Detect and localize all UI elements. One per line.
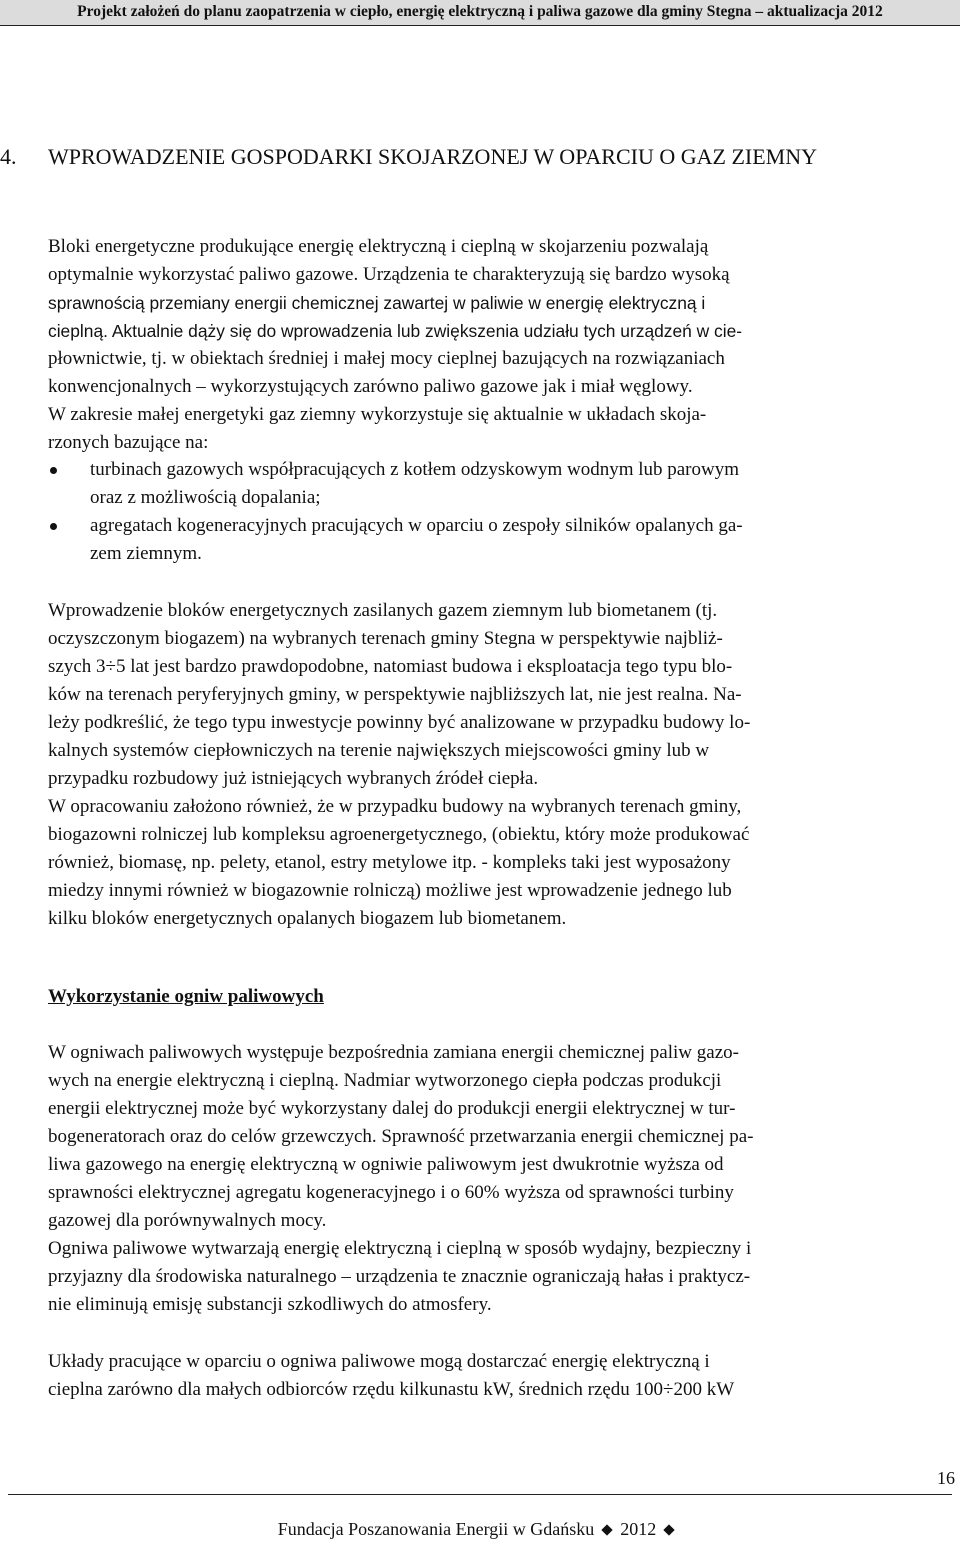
bullet-icon <box>50 467 57 474</box>
section-number: 4. <box>0 144 17 169</box>
text-line: leży podkreślić, że tego typu inwestycje powinny być analizowane w przypadku budowy lo- <box>48 712 751 733</box>
text-line: przyjazny dla środowiska naturalnego – urządzenia te znacznie ograniczają hałas i praktycz- <box>48 1266 751 1287</box>
text-line: kalnych systemów ciepłowniczych na terenie największych miejscowości gminy lub w <box>48 740 710 761</box>
text-line: rzonych bazujące na: <box>48 432 209 453</box>
text-line: konwencjonalnych – wykorzystujących zarówno paliwo gazowe jak i miał węglowy. <box>48 376 693 397</box>
page-number: 16 <box>937 1468 955 1488</box>
text-line: miedzy innymi również w biogazownie rolniczą) możliwe jest wprowadzenie jednego lub <box>48 880 732 901</box>
text-line: gazowej dla porównywalnych mocy. <box>48 1210 327 1231</box>
text-line: bogeneratorach oraz do celów grzewczych. Sprawność przetwarzania energii chemicznej pa- <box>48 1126 754 1147</box>
text-line: szych 3÷5 lat jest bardzo prawdopodobne, natomiast budowa i eksploatacja tego typu blo- <box>48 656 733 677</box>
intro-paragraph <box>48 233 948 457</box>
text-line: przypadku rozbudowy już istniejących wybranych źródeł ciepła. <box>48 768 539 789</box>
text-line: wych na energie elektryczną i cieplną. Nadmiar wytworzonego ciepła podczas produkcji <box>48 1070 722 1091</box>
text-line: W opracowaniu założono również, że w przypadku budowy na wybranych terenach gminy, <box>48 796 742 817</box>
bullet-list <box>48 456 948 568</box>
text-line: nie eliminują emisję substancji szkodliwych do atmosfery. <box>48 1294 492 1315</box>
text-line: biogazowni rolniczej lub kompleksu agroenergetycznego, (obiektu, który może produkować <box>48 824 750 845</box>
text-line: płownictwie, tj. w obiektach średniej i małej mocy cieplnej bazujących na rozwiązaniach <box>48 348 725 369</box>
footer-divider <box>8 1494 952 1495</box>
header-title: Projekt założeń do planu zaopatrzenia w ciepło, energię elektryczną i paliwa gazowe dla gminy Stegna – aktualizacja 2012 <box>77 3 883 20</box>
text-line: optymalnie wykorzystać paliwo gazowe. Urządzenia te charakteryzują się bardzo wysoką <box>48 264 730 285</box>
text-line: energii elektrycznej może być wykorzystany dalej do produkcji energii elektrycznej w tur- <box>48 1098 736 1119</box>
text-line: liwa gazowego na energię elektryczną w ogniwie paliwowym jest dwukrotnie wyższa od <box>48 1154 724 1175</box>
text-line: cieplną. Aktualnie dąży się do wprowadzenia lub zwiększenia udziału tych urządzeń w cie- <box>48 321 743 341</box>
footer-year: 2012 <box>620 1519 657 1539</box>
text-line: Wprowadzenie bloków energetycznych zasilanych gazem ziemnym lub biometanem (tj. <box>48 600 718 621</box>
text-line: oraz z możliwością dopalania; <box>90 487 321 508</box>
paragraph-ogniwa <box>48 1039 948 1319</box>
diamond-icon <box>664 1524 675 1535</box>
bullet-item <box>48 512 948 568</box>
text-line: ków na terenach peryferyjnych gminy, w perspektywie najbliższych lat, nie jest realna. Na- <box>48 684 742 705</box>
text-line: W zakresie małej energetyki gaz ziemny wykorzystuje się aktualnie w układach skoja- <box>48 404 707 425</box>
footer-organization: Fundacja Poszanowania Energii w Gdańsku <box>277 1519 595 1539</box>
text-line: Układy pracujące w oparciu o ogniwa paliwowe mogą dostarczać energię elektryczną i <box>48 1351 710 1372</box>
bullet-item <box>48 456 948 512</box>
text-line: agregatach kogeneracyjnych pracujących w oparciu o zespoły silników opalanych ga- <box>90 515 743 536</box>
diamond-icon <box>602 1524 613 1535</box>
text-line: cieplna zarówno dla małych odbiorców rzędu kilkunastu kW, średnich rzędu 100÷200 kW <box>48 1379 735 1400</box>
footer <box>0 1519 960 1540</box>
text-line: zem ziemnym. <box>90 543 202 564</box>
text-line: oczyszczonym biogazem) na wybranych terenach gminy Stegna w perspektywie najbliż- <box>48 628 723 649</box>
text-line: również, biomasę, np. pelety, etanol, estry metylowe itp. - kompleks taki jest wyposażony <box>48 852 731 873</box>
paragraph-uklady <box>48 1348 948 1404</box>
text-line: Ogniwa paliwowe wytwarzają energię elektryczną i cieplną w sposób wydajny, bezpieczny i <box>48 1238 752 1259</box>
text-line: W ogniwach paliwowych występuje bezpośrednia zamiana energii chemicznej paliw gazo- <box>48 1042 739 1063</box>
subsection-title: Wykorzystanie ogniw paliwowych <box>48 986 324 1007</box>
paragraph-bloki <box>48 597 948 933</box>
bullet-icon <box>50 523 57 530</box>
text-line: turbinach gazowych współpracujących z kotłem odzyskowym wodnym lub parowym <box>90 459 740 480</box>
text-line: kilku bloków energetycznych opalanych biogazem lub biometanem. <box>48 908 567 929</box>
text-line: sprawnością przemiany energii chemicznej zawartej w paliwie w energię elektryczną i <box>48 293 706 313</box>
running-header <box>0 0 960 26</box>
section-title: WPROWADZENIE GOSPODARKI SKOJARZONEJ W OPARCIU O GAZ ZIEMNY <box>48 144 818 169</box>
text-line: Bloki energetyczne produkujące energię elektryczną i cieplną w skojarzeniu pozwalają <box>48 236 709 257</box>
text-line: sprawności elektrycznej agregatu kogeneracyjnego i o 60% wyższa od sprawności turbiny <box>48 1182 734 1203</box>
